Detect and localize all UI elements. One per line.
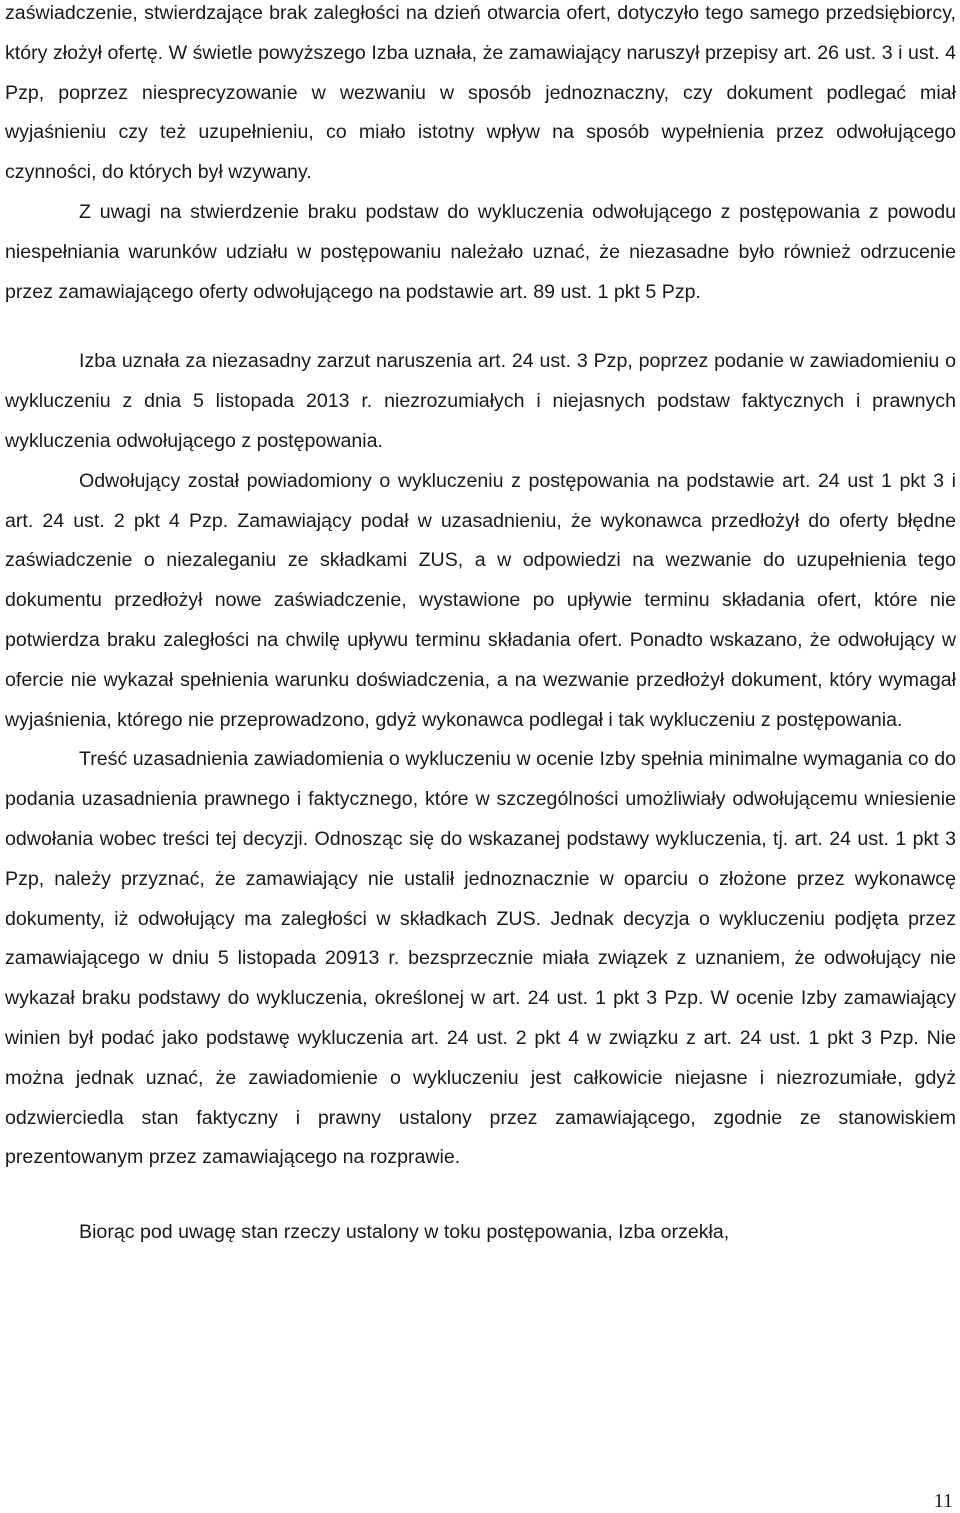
page-number: 11 xyxy=(933,1490,953,1512)
paragraph-continued-reasoning: zaświadczenie, stwierdzające brak zaległości na dzień otwarcia ofert, dotyczyło tego samego przedsiębiorcy, który złożył ofertę. W świetle powyższego Izba uznała, że zamawiający naruszył przepisy art. 26 ust. 3 i ust. 4 Pzp, poprzez niesprecyzowanie w wezwaniu w sposób jednoznaczny, czy dokument podlegać miał wyjaśnieniu czy też uzupełnieniu, co miało istotny wpływ na sposób wypełnienia przez odwołującego czynności, do których był wzywany. xyxy=(5,2,956,184)
document-body xyxy=(5,0,956,1253)
paragraph-rejection-of-offer: Z uwagi na stwierdzenie braku podstaw do wykluczenia odwołującego z postępowania z powodu niespełniania warunków udziału w postępowaniu należało uznać, że niezasadne było również odrzucenie przez zamawiającego oferty odwołującego na podstawie art. 89 ust. 1 pkt 5 Pzp. xyxy=(5,200,956,303)
paragraph-chamber-assessment: Treść uzasadnienia zawiadomienia o wykluczeniu w ocenie Izby spełnia minimalne wymagania co do podania uzasadnienia prawnego i faktycznego, które w szczególności umożliwiały odwołującemu wniesienie odwołania wobec treści tej decyzji. Odnosząc się do wskazanej podstawy wykluczenia, tj. art. 24 ust. 1 pkt 3 Pzp, należy przyznać, że zamawiający nie ustalił jednoznacznie w oparciu o złożone przez wykonawcę dokumenty, iż odwołujący ma zaległości w składkach ZUS. Jednak decyzja o wykluczeniu podjęta przez zamawiającego w dniu 5 listopada 20913 r. bezsprzecznie miała związek z uznaniem, że odwołujący nie wykazał braku podstawy do wykluczenia, określonej w art. 24 ust. 1 pkt 3 Pzp. W ocenie Izby zamawiający winien był podać jako podstawę wykluczenia art. 24 ust. 2 pkt 4 w związku z art. 24 ust. 1 pkt 3 Pzp. Nie można jednak uznać, że zawiadomienie o wykluczeniu jest całkowicie niejasne i niezrozumiałe, gdyż odzwierciedla stan faktyczny i prawny ustalony przez zamawiającego, zgodnie ze stanowiskiem prezentowanym przez zamawiającego na rozprawie. xyxy=(5,748,956,1169)
paragraph-exclusion-notice: Odwołujący został powiadomiony o wykluczeniu z postępowania na podstawie art. 24 ust 1 pkt 3 i art. 24 ust. 2 pkt 4 Pzp. Zamawiający podał w uzasadnieniu, że wykonawca przedłożył do oferty błędne zaświadczenie o niezaleganiu ze składkami ZUS, a w odpowiedzi na wezwanie do uzupełnienia tego dokumentu przedłożył nowe zaświadczenie, wystawione po upływie terminu składania ofert, które nie potwierdza braku zaległości na chwilę upływu terminu składania ofert. Ponadto wskazano, że odwołujący w ofercie nie wykazał spełnienia warunku doświadczenia, a na wezwanie przedłożył dokument, który wymagał wyjaśnienia, którego nie przeprowadzono, gdyż wykonawca podlegał i tak wykluczeniu z postępowania. xyxy=(5,469,956,731)
paragraph-unfounded-claim: Izba uznała za niezasadny zarzut naruszenia art. 24 ust. 3 Pzp, poprzez podanie w zawiadomieniu o wykluczeniu z dnia 5 listopada 2013 r. niezrozumiałych i niejasnych podstaw faktycznych i prawnych wykluczenia odwołującego z postępowania. xyxy=(5,350,956,452)
paragraph-ruling-intro: Biorąc pod uwagę stan rzeczy ustalony w toku postępowania, Izba orzekła, xyxy=(79,1221,730,1244)
